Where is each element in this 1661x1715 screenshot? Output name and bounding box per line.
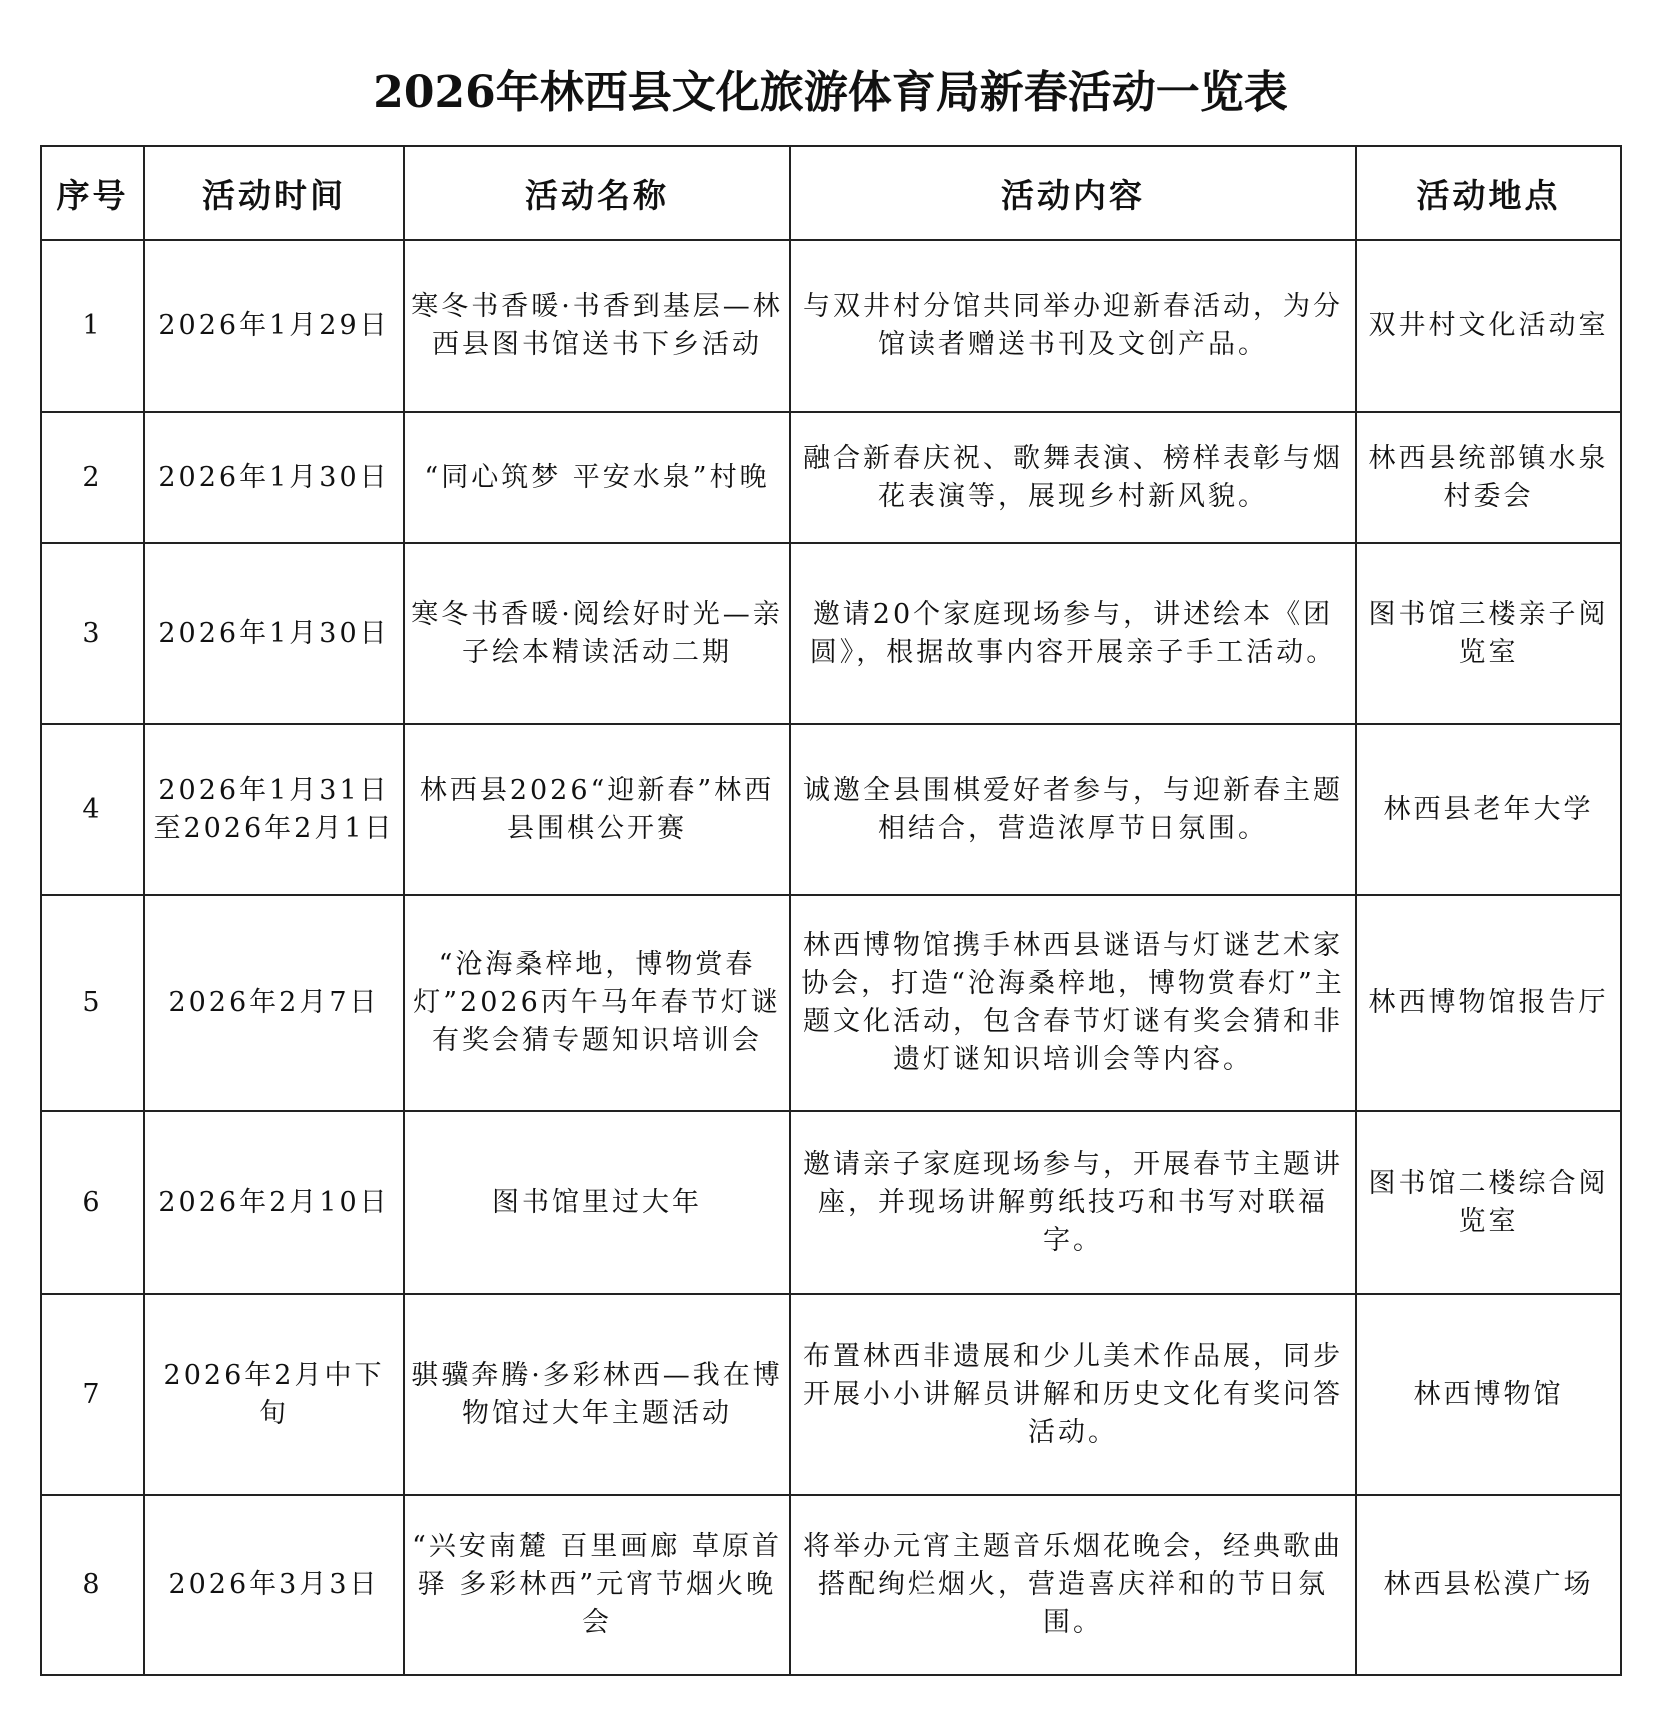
header-row xyxy=(41,146,1621,240)
cell-time: 2026年3月3日 xyxy=(144,1495,404,1675)
cell-time: 2026年2月中下旬 xyxy=(144,1294,404,1495)
table-row xyxy=(41,240,1621,412)
cell-no: 8 xyxy=(41,1495,144,1675)
cell-content: 融合新春庆祝、歌舞表演、榜样表彰与烟花表演等，展现乡村新风貌。 xyxy=(790,412,1356,543)
cell-place: 林西县统部镇水泉村委会 xyxy=(1356,412,1621,543)
cell-no: 7 xyxy=(41,1294,144,1495)
table-row xyxy=(41,1495,1621,1675)
cell-name: 寒冬书香暖·阅绘好时光—亲子绘本精读活动二期 xyxy=(404,543,790,724)
cell-name: 骐骥奔腾·多彩林西—我在博物馆过大年主题活动 xyxy=(404,1294,790,1495)
cell-name: “沧海桑梓地，博物赏春灯”2026丙午马年春节灯谜有奖会猜专题知识培训会 xyxy=(404,895,790,1111)
cell-time: 2026年2月7日 xyxy=(144,895,404,1111)
header-name: 活动名称 xyxy=(404,146,790,240)
header-no: 序号 xyxy=(41,146,144,240)
cell-time: 2026年1月29日 xyxy=(144,240,404,412)
cell-no: 1 xyxy=(41,240,144,412)
cell-name: 林西县2026“迎新春”林西县围棋公开赛 xyxy=(404,724,790,895)
cell-place: 林西博物馆 xyxy=(1356,1294,1621,1495)
cell-content: 布置林西非遗展和少儿美术作品展，同步开展小小讲解员讲解和历史文化有奖问答活动。 xyxy=(790,1294,1356,1495)
cell-content: 邀请20个家庭现场参与，讲述绘本《团圆》，根据故事内容开展亲子手工活动。 xyxy=(790,543,1356,724)
page-title: 2026年林西县文化旅游体育局新春活动一览表 xyxy=(373,67,1288,118)
table-row xyxy=(41,1294,1621,1495)
header-time: 活动时间 xyxy=(144,146,404,240)
cell-place: 图书馆三楼亲子阅览室 xyxy=(1356,543,1621,724)
cell-name: 寒冬书香暖·书香到基层—林西县图书馆送书下乡活动 xyxy=(404,240,790,412)
cell-name: “同心筑梦 平安水泉”村晚 xyxy=(404,412,790,543)
cell-place: 林西县松漠广场 xyxy=(1356,1495,1621,1675)
cell-content: 邀请亲子家庭现场参与，开展春节主题讲座，并现场讲解剪纸技巧和书写对联福字。 xyxy=(790,1111,1356,1294)
cell-content: 将举办元宵主题音乐烟花晚会，经典歌曲搭配绚烂烟火，营造喜庆祥和的节日氛围。 xyxy=(790,1495,1356,1675)
table-row xyxy=(41,543,1621,724)
header-place: 活动地点 xyxy=(1356,146,1621,240)
cell-time: 2026年2月10日 xyxy=(144,1111,404,1294)
table-row xyxy=(41,895,1621,1111)
cell-place: 林西县老年大学 xyxy=(1356,724,1621,895)
cell-time: 2026年1月30日 xyxy=(144,412,404,543)
cell-place: 双井村文化活动室 xyxy=(1356,240,1621,412)
cell-time: 2026年1月30日 xyxy=(144,543,404,724)
cell-no: 3 xyxy=(41,543,144,724)
cell-content: 林西博物馆携手林西县谜语与灯谜艺术家协会，打造“沧海桑梓地，博物赏春灯”主题文化活动，包含春节灯谜有奖会猜和非遗灯谜知识培训会等内容。 xyxy=(790,895,1356,1111)
cell-name: “兴安南麓 百里画廊 草原首驿 多彩林西”元宵节烟火晚会 xyxy=(404,1495,790,1675)
table-row xyxy=(41,412,1621,543)
activity-table xyxy=(40,145,1622,1676)
header-content: 活动内容 xyxy=(790,146,1356,240)
table-row xyxy=(41,1111,1621,1294)
cell-place: 图书馆二楼综合阅览室 xyxy=(1356,1111,1621,1294)
cell-name: 图书馆里过大年 xyxy=(404,1111,790,1294)
cell-no: 4 xyxy=(41,724,144,895)
table-row xyxy=(41,724,1621,895)
cell-time: 2026年1月31日至2026年2月1日 xyxy=(144,724,404,895)
cell-no: 6 xyxy=(41,1111,144,1294)
cell-no: 2 xyxy=(41,412,144,543)
cell-place: 林西博物馆报告厅 xyxy=(1356,895,1621,1111)
cell-content: 诚邀全县围棋爱好者参与，与迎新春主题相结合，营造浓厚节日氛围。 xyxy=(790,724,1356,895)
cell-no: 5 xyxy=(41,895,144,1111)
cell-content: 与双井村分馆共同举办迎新春活动，为分馆读者赠送书刊及文创产品。 xyxy=(790,240,1356,412)
